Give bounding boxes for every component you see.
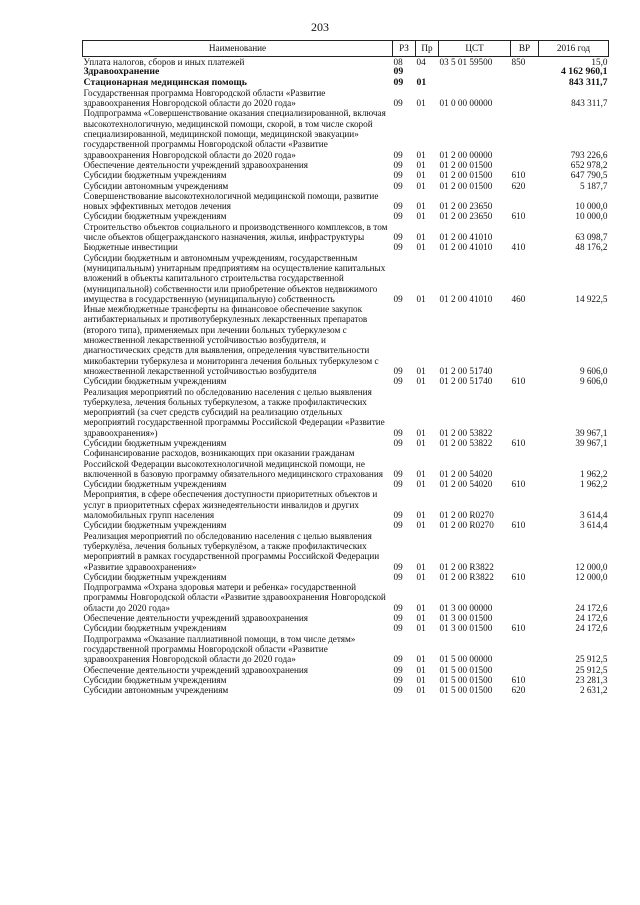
table-row — [83, 448, 609, 479]
row-name: Субсидии бюджетным учреждениям — [83, 520, 227, 531]
row-rz: 09 — [393, 211, 403, 222]
row-sum: 1 962,2 — [579, 468, 608, 479]
row-cst: 01 2 00 01500 — [439, 159, 493, 170]
table-row — [83, 222, 609, 243]
row-sum: 39 967,1 — [575, 427, 608, 438]
row-cst: 01 2 00 54020 — [439, 468, 493, 479]
row-rz: 09 — [393, 561, 403, 572]
table-row — [83, 108, 609, 159]
row-cst: 01 5 00 01500 — [439, 674, 493, 685]
row-rz: 09 — [393, 623, 403, 634]
row-name: Иные межбюджетные трансферты на финансовое обеспечение закупок антибактериальных и противотуберкулезных лекарственных препаратов (второго типа), применяемых при лечении больных туберкулезом с множественной лекарственной устойчивостью возбудителя, и диагностических средств для выявления, определения чувствительности микобактерии туберкулеза и мониторинга лечения больных туберкулезом с множественной лекарственной устойчивостью возбудителя — [83, 304, 379, 376]
row-pr: 01 — [416, 674, 426, 685]
row-cst: 01 2 00 54020 — [439, 479, 493, 490]
row-name: Обеспечение деятельности учреждений здравоохранения — [83, 613, 309, 624]
row-vr: 610 — [511, 571, 526, 582]
row-vr: 620 — [511, 180, 526, 191]
row-name: Софинансирование расходов, возникающих при оказании гражданам Российской Федерации высокотехнологичной медицинской помощи, не включенной в базовую программу обязательного медицинского страхования — [83, 448, 383, 479]
row-sum: 10 000,0 — [575, 211, 608, 222]
row-pr: 04 — [416, 57, 426, 67]
row-cst: 01 2 00 23650 — [439, 211, 493, 222]
row-pr: 01 — [416, 468, 426, 479]
table-row — [83, 387, 609, 438]
row-pr: 01 — [416, 365, 426, 376]
row-rz: 09 — [393, 365, 403, 376]
row-sum: 652 978,2 — [570, 159, 608, 170]
table-row — [83, 160, 609, 170]
row-cst: 01 2 00 53822 — [439, 437, 493, 448]
row-name: Субсидии бюджетным и автономным учреждениям, государственным (муниципальным) унитарным предприятиям на осуществление капитальных вложений в объекты капитального строительства государственной (муниципальной) собственности или приобретение объектов недвижимого имущества в государственную (муниципальную) собственность — [83, 252, 386, 304]
row-cst: 01 5 00 01500 — [439, 685, 493, 696]
row-rz: 09 — [393, 664, 403, 675]
row-cst: 01 2 00 23650 — [439, 201, 493, 212]
table-row — [83, 675, 609, 685]
row-vr: 610 — [511, 211, 526, 222]
header-rz: РЗ — [393, 41, 416, 57]
table-row — [83, 376, 609, 386]
table-row — [83, 520, 609, 530]
table-row — [83, 170, 609, 180]
row-pr: 01 — [416, 211, 426, 222]
row-pr: 01 — [416, 520, 426, 531]
row-sum: 3 614,4 — [579, 510, 608, 521]
row-name: Подпрограмма «Оказание паллиативной помощи, в том числе детям» государственной программы Новгородской области «Развитие здравоохранения Новгородской области до 2020 года» — [83, 633, 356, 665]
row-vr — [511, 531, 539, 572]
row-sum: 24 172,6 — [575, 623, 608, 634]
row-pr: 01 — [416, 170, 426, 181]
row-pr: 01 — [416, 510, 426, 521]
row-name: Бюджетные инвестиции — [83, 242, 178, 253]
row-rz: 09 — [393, 674, 403, 685]
header-vr: ВР — [511, 41, 539, 57]
row-sum: 843 311,7 — [568, 76, 608, 88]
row-sum: 10 000,0 — [575, 201, 608, 212]
row-rz: 09 — [393, 520, 403, 531]
row-name: Подпрограмма «Совершенствование оказания специализированной, включая высокотехнологичную, медицинской помощи, скорой, в том числе скорой специализированной, медицинской помощи, медицинской эвакуации» государственной программы Новгородской области «Развитие здравоохранения Новгородской области до 2020 года» — [83, 108, 386, 160]
table-row — [83, 572, 609, 582]
row-pr: 01 — [416, 242, 426, 253]
header-name: Наименование — [83, 41, 393, 57]
table-header-row — [83, 41, 609, 57]
table-row — [83, 57, 609, 68]
table-row — [83, 438, 609, 448]
row-rz: 09 — [393, 437, 403, 448]
table-row — [83, 665, 609, 675]
row-name: Субсидии бюджетным учреждениям — [83, 437, 227, 448]
row-name: Подпрограмма «Охрана здоровья матери и ребенка» государственной программы Новгородской области «Развитие здравоохранения Новгородской области до 2020 года» — [83, 582, 386, 613]
row-cst: 01 2 00 41010 — [439, 242, 493, 253]
row-rz: 09 — [393, 510, 403, 521]
row-vr — [511, 582, 539, 613]
row-vr: 610 — [511, 623, 526, 634]
row-sum: 2 631,2 — [579, 685, 608, 696]
row-sum: 843 311,7 — [571, 98, 608, 109]
row-vr: 610 — [511, 674, 526, 685]
row-pr: 01 — [416, 561, 426, 572]
row-rz: 09 — [393, 170, 403, 181]
row-pr: 01 — [416, 602, 426, 613]
row-pr: 01 — [416, 76, 427, 88]
row-vr — [511, 67, 539, 77]
table-row — [83, 78, 609, 88]
row-name: Субсидии бюджетным учреждениям — [83, 571, 227, 582]
row-vr: 850 — [511, 57, 526, 67]
row-name: Обеспечение деятельности учреждений здравоохранения — [83, 664, 309, 675]
row-sum: 24 172,6 — [575, 613, 608, 624]
row-pr: 01 — [416, 98, 426, 109]
row-name: Государственная программа Новгородской области «Развитие здравоохранения Новгородской области до 2020 года» — [83, 87, 326, 109]
row-vr: 610 — [511, 376, 526, 387]
row-sum: 12 000,0 — [575, 571, 608, 582]
row-name: Субсидии бюджетным учреждениям — [83, 479, 227, 490]
row-pr: 01 — [416, 623, 426, 634]
row-vr — [511, 222, 539, 243]
row-sum: 14 922,5 — [575, 293, 608, 304]
row-cst: 01 5 00 00000 — [439, 654, 493, 665]
row-vr — [511, 665, 539, 675]
row-name: Строительство объектов социального и производственного комплексов, в том числе объектов общегражданского назначения, жилья, инфраструктуры — [83, 221, 388, 243]
row-rz: 09 — [393, 232, 403, 243]
row-name: Совершенствование высокотехнологичной медицинской помощи, развитие новых эффективных методов лечения — [83, 190, 379, 212]
table-row — [83, 181, 609, 191]
row-rz: 09 — [393, 66, 404, 78]
row-sum: 1 962,2 — [579, 479, 608, 490]
row-vr: 410 — [511, 242, 526, 253]
row-pr: 01 — [416, 180, 426, 191]
row-sum: 39 967,1 — [575, 437, 608, 448]
row-rz: 09 — [393, 149, 403, 160]
table-row — [83, 191, 609, 212]
row-vr: 610 — [511, 520, 526, 531]
row-vr — [511, 489, 539, 520]
row-pr: 01 — [416, 376, 426, 387]
row-cst: 01 2 00 01500 — [439, 180, 493, 191]
row-name: Обеспечение деятельности учреждений здравоохранения — [83, 159, 309, 170]
row-sum: 12 000,0 — [575, 561, 608, 572]
budget-table — [82, 40, 609, 695]
row-vr — [511, 191, 539, 212]
row-cst: 01 2 00 00000 — [439, 149, 493, 160]
header-cst: ЦСТ — [439, 41, 511, 57]
row-pr: 01 — [416, 571, 426, 582]
row-sum: 24 172,6 — [575, 602, 608, 613]
row-rz: 09 — [393, 242, 403, 253]
row-name: Стационарная медицинская помощь — [83, 76, 247, 88]
row-rz: 09 — [393, 293, 403, 304]
row-cst: 01 2 00 R3822 — [439, 571, 494, 582]
row-cst: 01 2 00 51740 — [439, 365, 493, 376]
row-sum: 25 912,5 — [575, 664, 608, 675]
row-sum: 647 790,5 — [570, 170, 608, 181]
row-sum: 793 226,6 — [570, 149, 608, 160]
table-row — [83, 253, 609, 304]
row-name: Субсидии бюджетным учреждениям — [83, 170, 227, 181]
row-pr: 01 — [416, 232, 426, 243]
table-row — [83, 211, 609, 221]
page-number: 203 — [311, 20, 329, 34]
row-vr — [511, 634, 539, 665]
row-cst: 01 2 00 51740 — [439, 376, 493, 387]
row-name: Субсидии бюджетным учреждениям — [83, 623, 227, 634]
row-pr: 01 — [416, 201, 426, 212]
row-cst — [439, 78, 511, 88]
row-sum: 25 912,5 — [575, 654, 608, 665]
row-vr — [511, 108, 539, 159]
table-row — [83, 88, 609, 109]
row-vr: 460 — [511, 293, 526, 304]
row-name: Здравоохранение — [83, 66, 160, 78]
row-pr: 01 — [416, 664, 426, 675]
row-pr: 01 — [416, 159, 426, 170]
header-sum: 2016 год — [539, 41, 609, 57]
row-cst: 01 2 00 R0270 — [439, 520, 494, 531]
row-cst: 01 2 00 53822 — [439, 427, 493, 438]
row-sum: 4 162 960,1 — [560, 66, 608, 78]
header-pr: Пр — [416, 41, 439, 57]
row-name: Реализация мероприятий по обследованию населения с целью выявления туберкулёза, лечения больных туберкулёзом, а также профилактических мероприятий в рамках государственной программы Российской Федерации «Развитие здравоохранения» — [83, 530, 380, 572]
row-vr: 610 — [511, 437, 526, 448]
row-vr — [511, 88, 539, 109]
row-cst: 03 5 01 59500 — [439, 57, 493, 67]
row-vr — [511, 160, 539, 170]
table-row — [83, 531, 609, 572]
row-vr: 620 — [511, 685, 526, 696]
table-row — [83, 685, 609, 695]
row-rz: 09 — [393, 571, 403, 582]
row-pr: 01 — [416, 685, 426, 696]
row-pr: 01 — [416, 427, 426, 438]
row-rz: 09 — [393, 654, 403, 665]
row-pr: 01 — [416, 654, 426, 665]
row-cst: 01 2 00 R0270 — [439, 510, 494, 521]
table-row — [83, 623, 609, 633]
row-rz: 09 — [393, 602, 403, 613]
table-row — [83, 304, 609, 376]
row-sum: 9 606,0 — [579, 365, 608, 376]
row-rz: 09 — [393, 201, 403, 212]
row-cst — [439, 67, 511, 77]
table-row — [83, 479, 609, 489]
row-sum: 48 176,2 — [575, 242, 608, 253]
row-rz: 09 — [393, 427, 403, 438]
row-rz: 09 — [393, 376, 403, 387]
row-name: Реализация мероприятий по обследованию населения с целью выявления туберкулеза, лечения больных туберкулезом, а также профилактических мероприятий (за счет средств субсидий на реализацию отдельных мероприятий государственной программы Российской Федерации «Развитие здравоохранения») — [83, 386, 385, 438]
row-rz: 09 — [393, 468, 403, 479]
row-cst: 01 2 00 41010 — [439, 293, 493, 304]
row-name: Субсидии автономным учреждениям — [83, 180, 229, 191]
row-rz: 08 — [393, 57, 403, 67]
row-vr — [511, 387, 539, 438]
table-row — [83, 489, 609, 520]
row-vr — [511, 613, 539, 623]
row-name: Субсидии автономным учреждениям — [83, 685, 229, 696]
row-cst: 01 2 00 41010 — [439, 232, 493, 243]
row-rz: 09 — [393, 685, 403, 696]
row-cst: 01 3 00 01500 — [439, 623, 493, 634]
row-name: Субсидии бюджетным учреждениям — [83, 376, 227, 387]
row-name: Субсидии бюджетным учреждениям — [83, 211, 227, 222]
row-name: Субсидии бюджетным учреждениям — [83, 674, 227, 685]
row-vr — [511, 78, 539, 88]
row-sum: 63 098,7 — [575, 232, 608, 243]
row-sum: 15,0 — [591, 57, 608, 67]
row-cst: 01 3 00 00000 — [439, 602, 493, 613]
row-name: Мероприятия, в сфере обеспечения доступности приоритетных объектов и услуг в приоритетных сферах жизнедеятельности инвалидов и других маломобильных групп населения — [83, 489, 378, 521]
row-rz: 09 — [393, 479, 403, 490]
row-cst: 01 2 00 01500 — [439, 170, 493, 181]
row-cst: 01 3 00 01500 — [439, 613, 493, 624]
row-pr: 01 — [416, 613, 426, 624]
table-row — [83, 242, 609, 252]
row-sum: 9 606,0 — [579, 376, 608, 387]
row-sum: 3 614,4 — [579, 520, 608, 531]
table-row — [83, 634, 609, 665]
row-pr: 01 — [416, 149, 426, 160]
row-cst: 01 2 00 R3822 — [439, 561, 494, 572]
row-vr: 610 — [511, 479, 526, 490]
row-cst: 01 5 00 01500 — [439, 664, 493, 675]
row-vr — [511, 304, 539, 376]
row-cst: 01 0 00 00000 — [439, 98, 493, 109]
row-pr: 01 — [416, 479, 426, 490]
row-sum: 5 187,7 — [579, 180, 608, 191]
row-sum: 23 281,3 — [575, 674, 608, 685]
row-vr — [511, 448, 539, 479]
table-row — [83, 613, 609, 623]
row-rz: 09 — [393, 98, 403, 109]
row-rz: 09 — [393, 76, 404, 88]
row-vr: 610 — [511, 170, 526, 181]
row-pr: 01 — [416, 293, 426, 304]
row-rz: 09 — [393, 613, 403, 624]
table-row — [83, 582, 609, 613]
row-name: Уплата налогов, сборов и иных платежей — [83, 57, 245, 67]
row-rz: 09 — [393, 180, 403, 191]
row-pr: 01 — [416, 437, 426, 448]
row-rz: 09 — [393, 159, 403, 170]
